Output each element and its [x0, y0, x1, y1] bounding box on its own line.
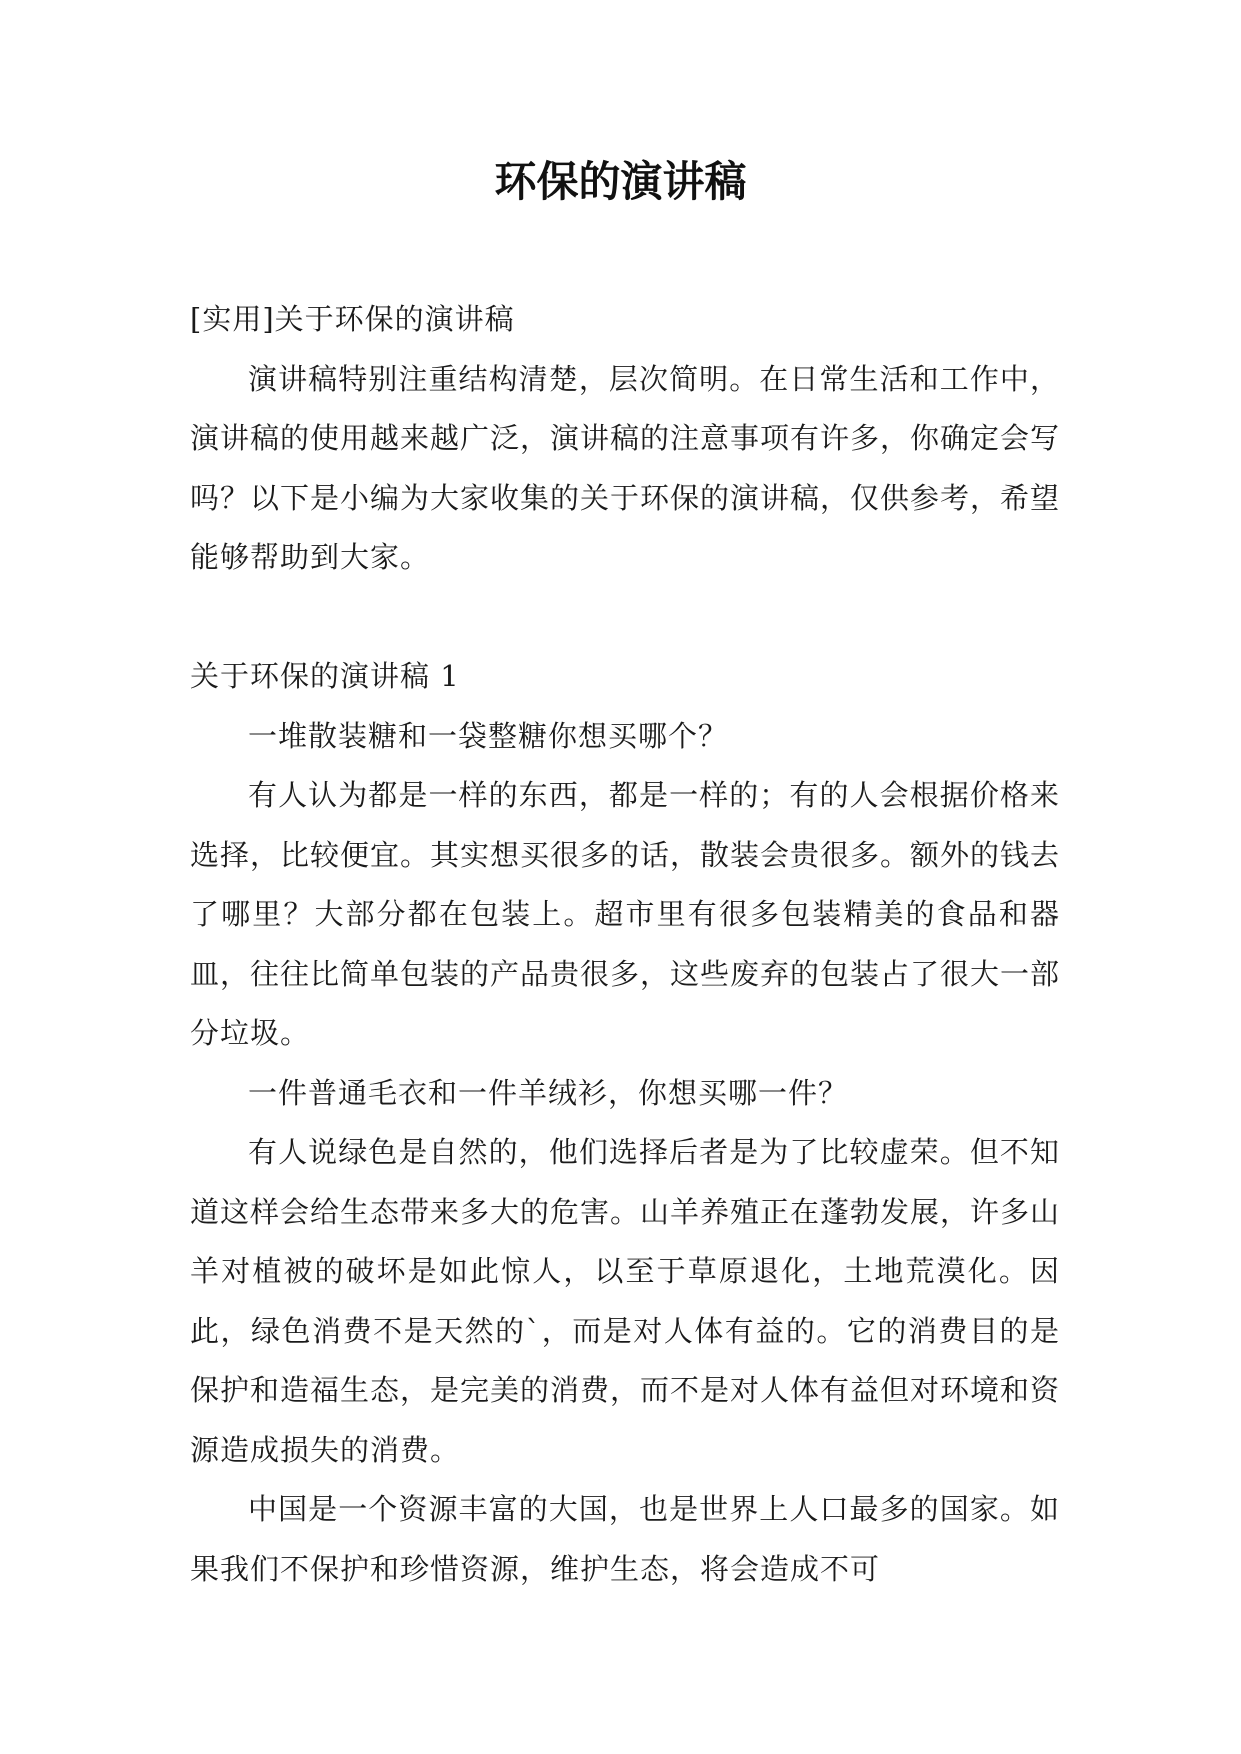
body-paragraph-4: 有人说绿色是自然的，他们选择后者是为了比较虚荣。但不知道这样会给生态带来多大的危害。山羊养殖正在蓬勃发展，许多山羊对植被的破坏是如此惊人，以至于草原退化，土地荒漠化。因此，绿色消费不是天然的`，而是对人体有益的。它的消费目的是保护和造福生态，是完美的消费，而不是对人体有益但对环境和资源造成损失的消费。: [190, 1135, 1061, 1467]
body-paragraph-1: 一堆散装糖和一袋整糖你想买哪个？: [248, 718, 729, 753]
subtitle-line: [实用]关于环保的演讲稿: [190, 302, 515, 336]
document-title: 环保的演讲稿: [494, 157, 747, 206]
section-heading: 关于环保的演讲稿 1: [190, 659, 460, 693]
body-paragraph-2: 有人认为都是一样的东西，都是一样的；有的人会根据价格来选择，比较便宜。其实想买很多的话，散装会贵很多。额外的钱去了哪里？大部分都在包装上。超市里有很多包装精美的食品和器皿，往往比简单包装的产品贵很多，这些废弃的包装占了很大一部分垃圾。: [190, 778, 1061, 1050]
document-body: [190, 290, 1060, 1599]
body-paragraph-3: 一件普通毛衣和一件羊绒衫，你想买哪一件？: [248, 1075, 849, 1110]
body-paragraph-5: 中国是一个资源丰富的大国，也是世界上人口最多的国家。如果我们不保护和珍惜资源，维护生态，将会造成不可: [190, 1492, 1060, 1586]
intro-paragraph: 演讲稿特别注重结构清楚，层次简明。在日常生活和工作中，演讲稿的使用越来越广泛，演讲稿的注意事项有许多，你确定会写吗？以下是小编为大家收集的关于环保的演讲稿，仅供参考，希望能够帮助到大家。: [190, 361, 1061, 574]
